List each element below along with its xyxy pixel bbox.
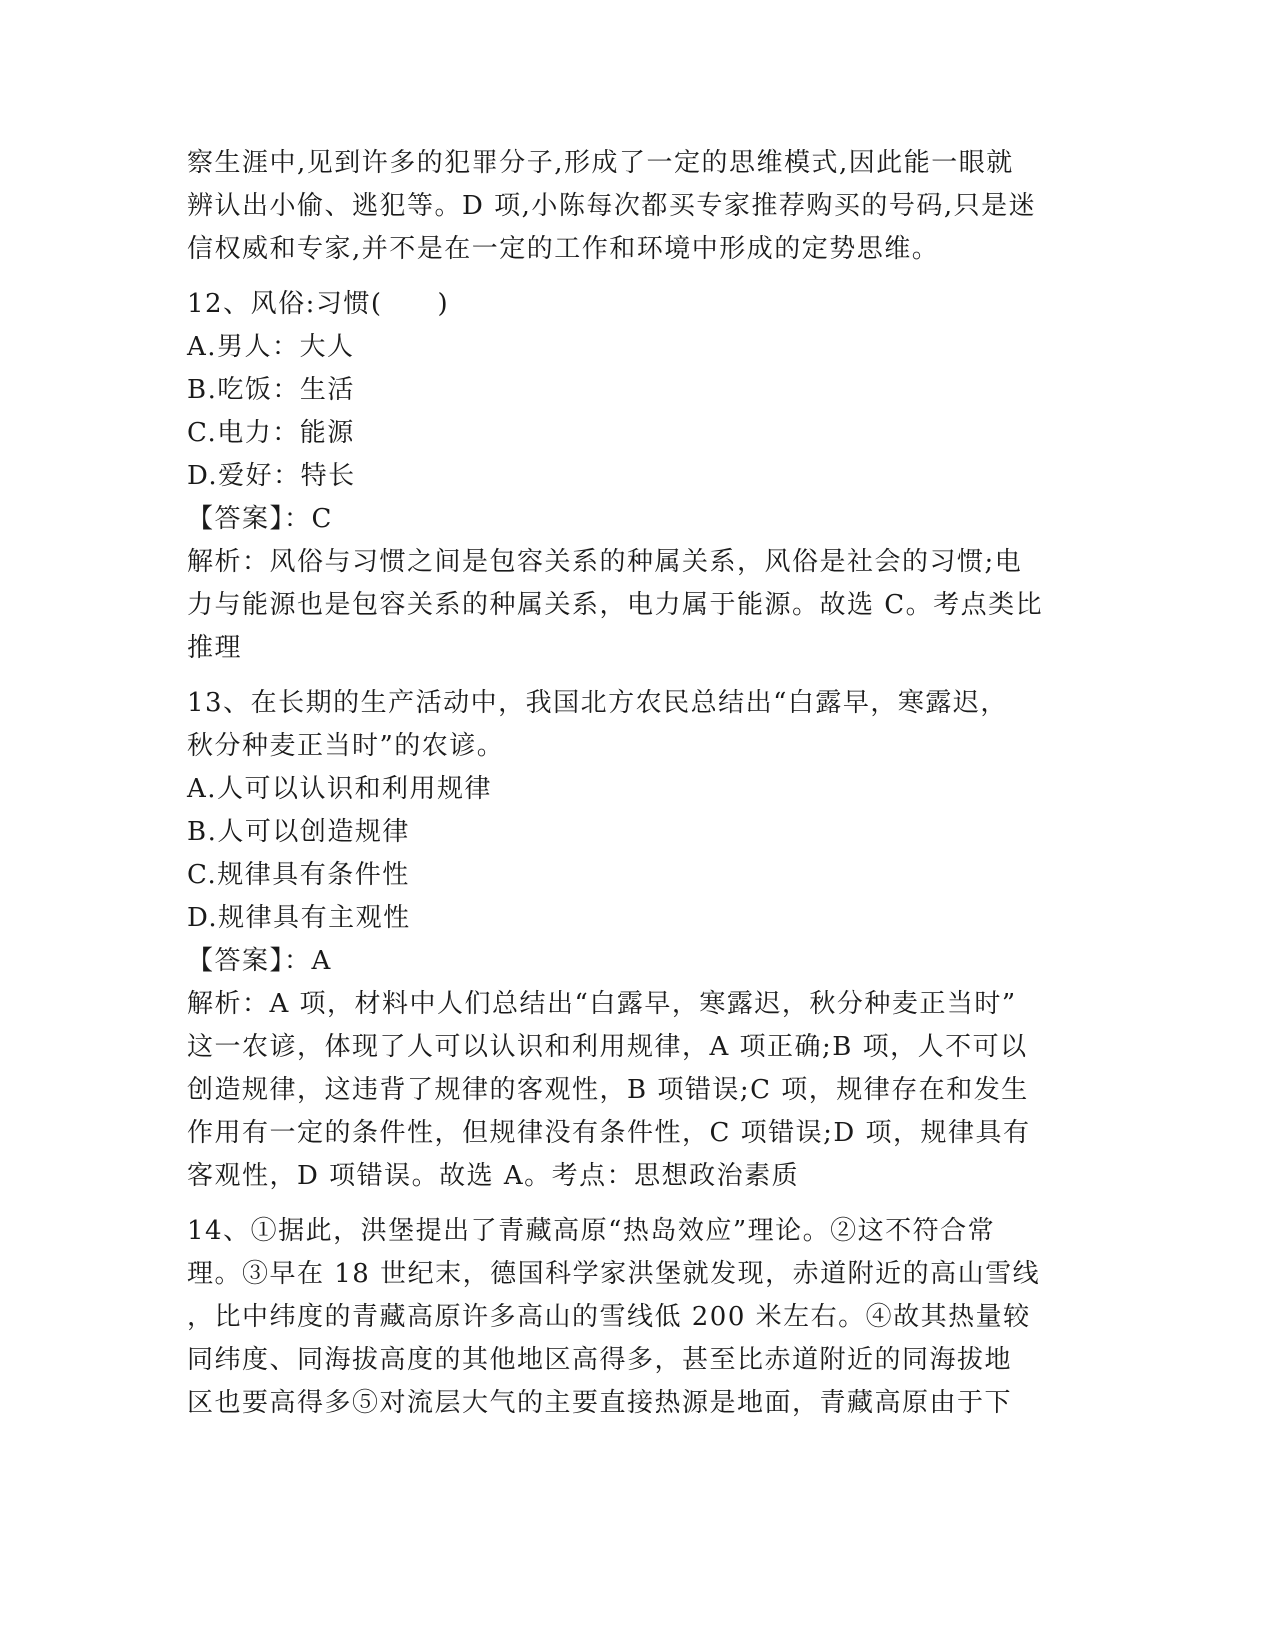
analysis-line: 推理 bbox=[187, 633, 243, 663]
question-line: 同纬度、同海拔高度的其他地区高得多，甚至比赤道附近的同海拔地 bbox=[187, 1345, 1013, 1375]
question-title: 13、在长期的生产活动中，我国北方农民总结出“白露早，寒露迟， bbox=[187, 688, 1008, 718]
question-12 bbox=[187, 283, 1087, 670]
question-line: 14、①据此，洪堡提出了青藏高原“热岛效应”理论。②这不符合常 bbox=[187, 1216, 996, 1246]
text-line: 信权威和专家,并不是在一定的工作和环境中形成的定势思维。 bbox=[187, 234, 940, 264]
option-d: D.爱好：特长 bbox=[187, 461, 356, 491]
answer-line: 【答案】：A bbox=[187, 946, 332, 976]
question-line: 理。③早在 18 世纪末，德国科学家洪堡就发现，赤道附近的高山雪线 bbox=[187, 1259, 1041, 1289]
question-line: 区也要高得多⑤对流层大气的主要直接热源是地面，青藏高原由于下 bbox=[187, 1388, 1013, 1418]
text-line: 辨认出小偷、逃犯等。D 项,小陈每次都买专家推荐购买的号码,只是迷 bbox=[187, 191, 1037, 221]
question-title: 秋分种麦正当时”的农谚。 bbox=[187, 731, 505, 761]
analysis-line: 客观性，D 项错误。故选 A。考点：思想政治素质 bbox=[187, 1161, 800, 1191]
option-c: C.规律具有条件性 bbox=[187, 860, 410, 890]
question-14 bbox=[187, 1210, 1087, 1425]
question-title: 12、风俗:习惯( ) bbox=[187, 289, 450, 319]
question-13 bbox=[187, 682, 1087, 1198]
analysis-line: 解析：A 项，材料中人们总结出“白露早，寒露迟，秋分种麦正当时” bbox=[187, 989, 1017, 1019]
spacer bbox=[187, 1198, 1087, 1210]
option-a: A.男人：大人 bbox=[187, 332, 355, 362]
analysis-line: 作用有一定的条件性，但规律没有条件性，C 项错误;D 项，规律具有 bbox=[187, 1118, 1031, 1148]
option-a: A.人可以认识和利用规律 bbox=[187, 774, 493, 804]
analysis-line: 解析：风俗与习惯之间是包容关系的种属关系，风俗是社会的习惯;电 bbox=[187, 547, 1023, 577]
option-c: C.电力：能源 bbox=[187, 418, 355, 448]
text-line: 察生涯中,见到许多的犯罪分子,形成了一定的思维模式,因此能一眼就 bbox=[187, 148, 1014, 178]
answer-line: 【答案】：C bbox=[187, 504, 333, 534]
option-b: B.吃饭：生活 bbox=[187, 375, 355, 405]
analysis-line: 创造规律，这违背了规律的客观性，B 项错误;C 项，规律存在和发生 bbox=[187, 1075, 1029, 1105]
document-content bbox=[187, 142, 1087, 1425]
option-b: B.人可以创造规律 bbox=[187, 817, 410, 847]
question-line: ，比中纬度的青藏高原许多高山的雪线低 200 米左右。④故其热量较 bbox=[187, 1302, 1031, 1332]
previous-explanation bbox=[187, 142, 1087, 271]
analysis-line: 力与能源也是包容关系的种属关系，电力属于能源。故选 C。考点类比 bbox=[187, 590, 1044, 620]
spacer bbox=[187, 271, 1087, 283]
option-d: D.规律具有主观性 bbox=[187, 903, 411, 933]
spacer bbox=[187, 670, 1087, 682]
analysis-line: 这一农谚，体现了人可以认识和利用规律，A 项正确;B 项，人不可以 bbox=[187, 1032, 1028, 1062]
